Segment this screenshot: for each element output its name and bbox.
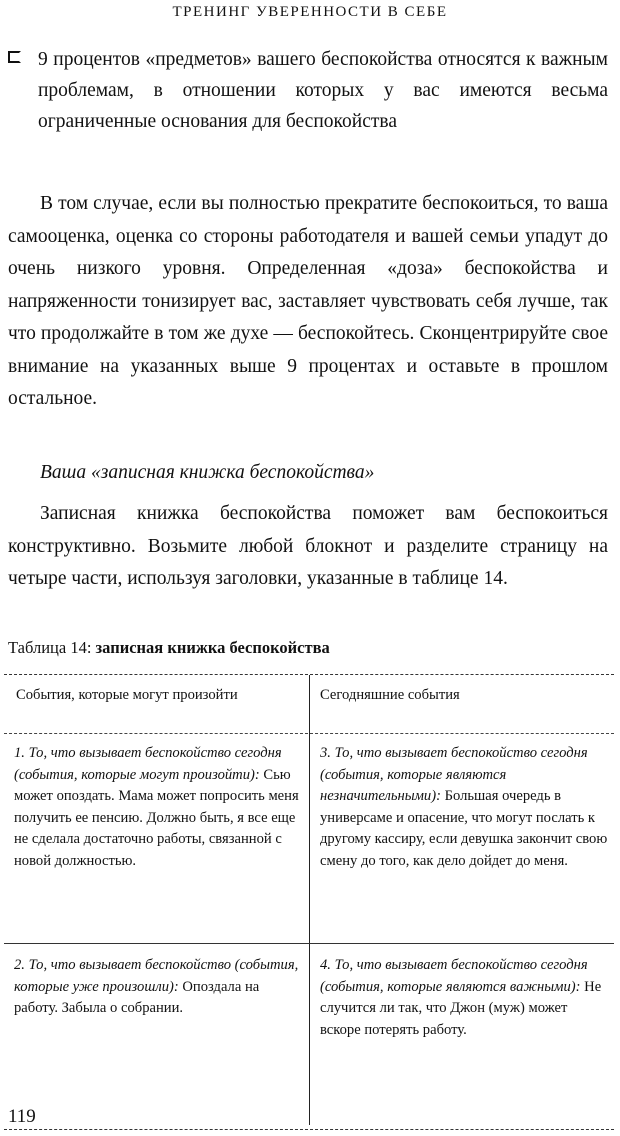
cell-body: Большая очередь в универсаме и опасение, что могут послать к другому кассиру, если девушка закончит свою смену до того, как дело дойдет до меня.	[320, 788, 608, 869]
paragraph-1: В том случае, если вы полностью прекратите беспокоиться, то ваша самооценка, оценка со стороны работодателя и вашей семьи упадут до очень низкого уровня. Определенная «доза» беспокойства и напряженности тонизирует вас, заставляет чувствовать себя лучше, так что продолжайте в том же духе — беспокойтесь. Сконцентрируйте свое внимание на указанных выше 9 процентах и оставьте в прошлом остальное.	[8, 193, 608, 409]
cell-body: Сью может опоздать. Мама может попросить меня получить ее пенсию. Должно быть, я все еще не сделала достаточно работы, связанной с новой должностью.	[14, 766, 299, 869]
table-cell-1	[14, 743, 304, 872]
table-caption-title: записная книжка беспокойства	[95, 638, 330, 657]
table-cell-2	[14, 955, 304, 1020]
table-header-divider	[4, 733, 614, 734]
bullet-item	[8, 44, 608, 137]
page-number: 119	[8, 1106, 36, 1127]
bullet-text: 9 процентов «предметов» вашего беспокойства относятся к важным проблемам, в отношении которых у вас имеются весьма ограниченные основания для беспокойства	[38, 49, 608, 132]
checkbox-icon	[8, 51, 21, 63]
cell-body: Опоздала на работу. Забыла о собрании.	[14, 978, 260, 1016]
table-header-left: События, которые могут произойти	[16, 687, 238, 703]
running-head: ТРЕНИНГ УВЕРЕННОСТИ В СЕБЕ	[172, 4, 448, 20]
table-cell-3	[320, 743, 610, 872]
cell-heading: 3. То, что вызывает беспокойство сегодня (события, которые являются незначительными):	[320, 745, 588, 804]
cell-heading: 4. То, что вызывает беспокойство сегодня (события, которые являются важными):	[320, 957, 588, 995]
table-column-divider	[309, 675, 310, 1125]
table-row-divider	[4, 943, 614, 944]
cell-heading: 1. То, что вызывает беспокойство сегодня (события, которые могут произойти):	[14, 745, 282, 783]
worry-table	[4, 674, 614, 1130]
table-caption	[8, 638, 330, 658]
table-header-right: Сегодняшние события	[320, 687, 460, 703]
table-caption-prefix: Таблица 14:	[8, 638, 96, 657]
paragraph-2: Записная книжка беспокойства поможет вам беспокоиться конструктивно. Возьмите любой блокнот и разделите страницу на четыре части, используя заголовки, указанные в таблице 14.	[8, 503, 608, 589]
table-cell-4	[320, 955, 610, 1041]
cell-heading: 2. То, что вызывает беспокойство (события, которые уже произошли):	[14, 957, 299, 995]
cell-body: Не случится ли так, что Джон (муж) может вскоре потерять работу.	[320, 978, 602, 1038]
section-title: Ваша «записная книжка беспокойства»	[40, 462, 375, 483]
